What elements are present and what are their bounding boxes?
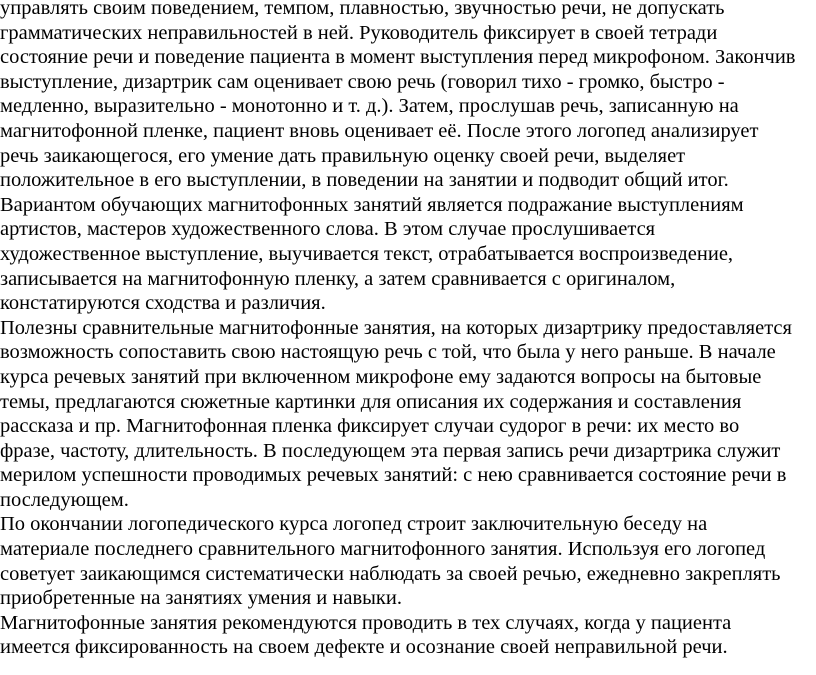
text-line: имеется фиксированность на своем дефекте и осознание своей неправильной речи.	[0, 636, 728, 659]
text-line: курса речевых занятий при включенном микрофоне ему задаются вопросы на бытовые	[0, 365, 762, 388]
text-line: художественное выступление, выучивается текст, отрабатывается воспроизведение,	[0, 242, 734, 265]
text-line: записывается на магнитофонную пленку, а затем сравнивается с оригиналом,	[0, 267, 676, 290]
text-line: мерилом успешности проводимых речевых занятий: с нею сравнивается состояние речи в	[0, 464, 787, 487]
text-line: По окончании логопедического курса логопед строит заключительную беседу на	[0, 513, 708, 536]
text-line: артистов, мастеров художественного слова. В этом случае прослушивается	[0, 218, 656, 241]
text-line: грамматических неправильностей в ней. Руководитель фиксирует в своей тетради	[0, 21, 718, 44]
text-line: магнитофонной пленке, пациент вновь оценивает её. После этого логопед анализирует	[0, 119, 759, 142]
text-line: Магнитофонные занятия рекомендуются проводить в тех случаях, когда у пациента	[0, 611, 732, 634]
text-line: положительное в его выступлении, в поведении на занятии и подводит общий итог.	[0, 169, 729, 192]
text-line: состояние речи и поведение пациента в момент выступления перед микрофоном. Закончив	[0, 46, 796, 69]
text-line: фразе, частоту, длительность. В последующем эта первая запись речи дизартрика служит	[0, 439, 781, 462]
text-line: советует заикающимся систематически наблюдать за своей речью, ежедневно закреплять	[0, 562, 781, 585]
text-line: констатируются сходства и различия.	[0, 292, 326, 315]
text-line: последующем.	[0, 488, 129, 511]
text-line: приобретенные на занятиях умения и навыки.	[0, 587, 402, 610]
text-line: рассказа и пр. Магнитофонная пленка фиксирует случаи судорог в речи: их место во	[0, 415, 740, 438]
text-line: медленно, выразительно - монотонно и т. д.). Затем, прослушав речь, записанную на	[0, 95, 739, 118]
text-line: речь заикающегося, его умение дать правильную оценку своей речи, выделяет	[0, 144, 686, 167]
text-line: Полезны сравнительные магнитофонные занятия, на которых дизартрику предоставляется	[0, 316, 792, 339]
text-line: Вариантом обучающих магнитофонных занятий является подражание выступлениям	[0, 193, 744, 216]
text-line: выступление, дизартрик сам оценивает свою речь (говорил тихо - громко, быстро -	[0, 70, 725, 93]
text-line: материале последнего сравнительного магнитофонного занятия. Используя его логопед	[0, 538, 766, 561]
text-line: темы, предлагаются сюжетные картинки для описания их содержания и составления	[0, 390, 742, 413]
text-line: управлять своим поведением, темпом, плавностью, звучностью речи, не допускать	[0, 0, 725, 19]
text-line: возможность сопоставить свою настоящую речь с той, что была у него раньше. В начале	[0, 341, 776, 364]
